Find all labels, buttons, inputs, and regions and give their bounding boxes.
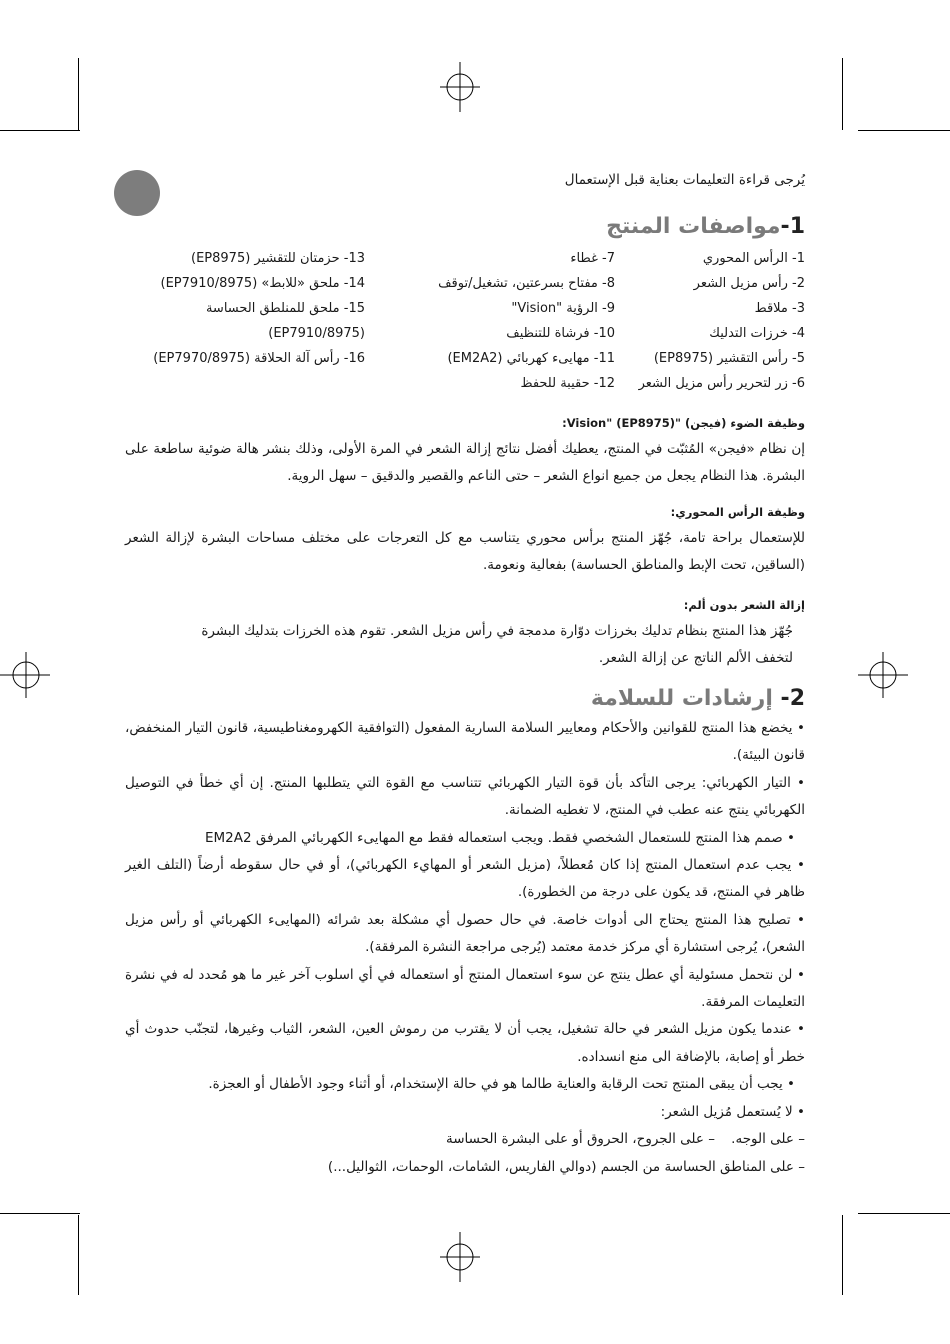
safety-list bbox=[125, 715, 805, 1181]
safety-item: • يخضع هذا المنتج للقوانين والأحكام ومعايير السلامة السارية المفعول (التوافقية الكهرومغناطيسية، قانون التيار المنخفض، قانون البيئة). bbox=[125, 720, 805, 764]
spec-item: 7- غطاء bbox=[570, 251, 615, 266]
safety-subitem: – على المناطق الحساسة من الجسم (دوالي الفاريس، الشامات، الوحمات، الثواليل...) bbox=[327, 1158, 805, 1175]
painless-section bbox=[125, 598, 805, 672]
crop-mark bbox=[78, 1215, 79, 1295]
crop-mark bbox=[842, 1215, 843, 1295]
spec-item: 5- رأس التقشير (EP8975) bbox=[653, 351, 805, 366]
spec-item: 4- خرزات التدليك bbox=[709, 326, 805, 341]
intro-text: يُرجى قراءة التعليمات بعناية قبل الإستعمال bbox=[564, 172, 805, 188]
spec-item: 13- حزمتان للتقشير (EP8975) bbox=[191, 251, 365, 266]
spec-column-2 bbox=[365, 246, 615, 396]
registration-mark-right bbox=[858, 652, 908, 698]
spec-item: 6- زر لتحرير رأس مزيل الشعر bbox=[638, 376, 805, 391]
safety-subitems-row bbox=[125, 1126, 805, 1153]
safety-subitem: – على الجروح، الحروق أو على البشرة الحساسة bbox=[445, 1131, 715, 1148]
safety-item: • لا يُستعمل مُزيل الشعر: bbox=[660, 1103, 805, 1120]
safety-item: • التيار الكهربائي: يرجى التأكد بأن قوة التيار الكهربائي تتناسب مع القوة التي يتطلبها المنتج. إن أي خطأ في التوصيل الكهربائي ينتج عنه عطب في المنتج، لا تغطيه الضمانة. bbox=[125, 774, 805, 819]
spec-item: 8- مفتاح بسرعتين، تشغيل/توقف bbox=[438, 276, 615, 291]
registration-mark-bottom bbox=[440, 1232, 480, 1282]
section2-title: إرشادات للسلامة bbox=[590, 686, 773, 711]
spec-column-3 bbox=[125, 246, 365, 396]
crop-mark bbox=[842, 58, 843, 130]
crop-mark bbox=[78, 58, 79, 130]
section2-number: 2- bbox=[780, 686, 805, 711]
spec-item: 3- ملاقط bbox=[754, 301, 805, 316]
spec-item: 15- ملحق للمنلطق الحساسة bbox=[205, 301, 365, 316]
spec-item: 12- حقيبة للحفظ bbox=[520, 376, 615, 391]
safety-subitem: – على الوجه. bbox=[731, 1131, 805, 1148]
safety-item: • عندما يكون مزيل الشعر في حالة تشغيل، يجب أن لا يقترب من رموش العين، الشعر، الثياب وغيرها، لتجنّب حدوث أي خطر أو إصابة، بالإضافة الى منع انسداده. bbox=[125, 1021, 805, 1065]
spec-list bbox=[125, 246, 805, 396]
safety-item: • تصليح هذا المنتج يحتاج الى أدوات خاصة. في حال حصول أي مشكلة بعد شرائه (المهايىء الكهربائي أو رأس مزيل الشعر)، يُرجى استشارة أي مركز خدمة معتمد (يُرجى مراجعة النشرة المرفقة). bbox=[125, 911, 805, 956]
spec-item: (EP7910/8975) bbox=[268, 326, 365, 341]
spec-column-1 bbox=[615, 246, 805, 396]
crop-mark bbox=[858, 130, 950, 131]
painless-line-2: لتخفف الألم الناتج عن إزالة الشعر. bbox=[598, 650, 793, 666]
safety-item: • يجب عدم استعمال المنتج إذا كان مُعطلاً، (مزيل الشعر أو المهايء الكهربائي)، أو في حال سقوطه أرضاً (التلف الغير ظاهر في المنتج، قد يكون على درجة من الخطورة). bbox=[125, 857, 805, 901]
spec-item: 16- رأس آلة الحلاقة (EP7970/8975) bbox=[153, 351, 365, 366]
vision-section bbox=[125, 416, 805, 490]
section1-heading bbox=[606, 214, 805, 239]
vision-title: وظيفة الضوء (فيجن) "Vision" (EP8975): bbox=[562, 416, 805, 430]
safety-item: • لن نتحمل مسئولية أي عطل ينتج عن سوء استعمال المنتج أو استعماله في أي اسلوب آخر غير ما هو مُحدد له في نشرة التعليمات المرفقة. bbox=[125, 966, 805, 1011]
section1-title: مواصفات المنتج bbox=[606, 214, 781, 239]
vision-body: إن نظام «فيجن» المُثبّت في المنتج، يعطيك أفضل نتائج إزالة الشعر في المرة الأولى، وذلك بنشر هالة ضوئية ساطعة على البشرة. هذا النظام يجعل من جميع انواع الشعر – حتى الناعم والقصير والدقيق – سهل الروية. bbox=[125, 441, 805, 484]
registration-mark-top bbox=[440, 62, 480, 112]
crop-mark bbox=[0, 130, 80, 131]
safety-item: • صمم هذا المنتج للستعمال الشخصي فقط. ويجب استعماله فقط مع المهايىء الكهربائي المرفق EM2A2 bbox=[204, 829, 795, 846]
spec-item: 11- مهايىء كهربائي (EM2A2) bbox=[447, 351, 615, 366]
painless-line-1: جُهّز هذا المنتج بنظام تدليك بخرزات دوّارة مدمجة في رأس مزيل الشعر. تقوم هذه الخرزات بتدليك البشرة bbox=[201, 623, 793, 639]
section1-number: 1- bbox=[780, 214, 805, 239]
spec-item: 9- الرؤية "Vision" bbox=[511, 301, 615, 316]
spec-item: 10- فرشاة للتنظيف bbox=[506, 326, 615, 341]
painless-title: إزالة الشعر بدون ألم: bbox=[683, 598, 805, 612]
registration-mark-left bbox=[0, 652, 50, 698]
safety-item: • يجب أن يبقى المنتج تحت الرقابة والعناية طالما هو في حالة الإستخدام، أو أثناء وجود الأطفال أو العجزة. bbox=[208, 1076, 795, 1093]
pivot-section bbox=[125, 505, 805, 579]
spec-item: 1- الرأس المحوري bbox=[702, 251, 805, 266]
crop-mark bbox=[0, 1213, 80, 1214]
section2-heading bbox=[591, 686, 805, 711]
pivot-title: وظيفة الرأس المحوري: bbox=[670, 505, 805, 519]
spec-item: 14- ملحق «للابط» (EP7910/8975) bbox=[160, 276, 365, 291]
crop-mark bbox=[858, 1213, 950, 1214]
spec-item: 2- رأس مزيل الشعر bbox=[693, 276, 805, 291]
pivot-body: للإستعمال براحة تامة، جُهّز المنتج برأس محوري يتناسب مع كل التعرجات على مختلف مساحات البشرة لإزالة الشعر (الساقين، تحت الإبط والمناطق الحساسة) بفعالية ونعومة. bbox=[125, 530, 805, 573]
